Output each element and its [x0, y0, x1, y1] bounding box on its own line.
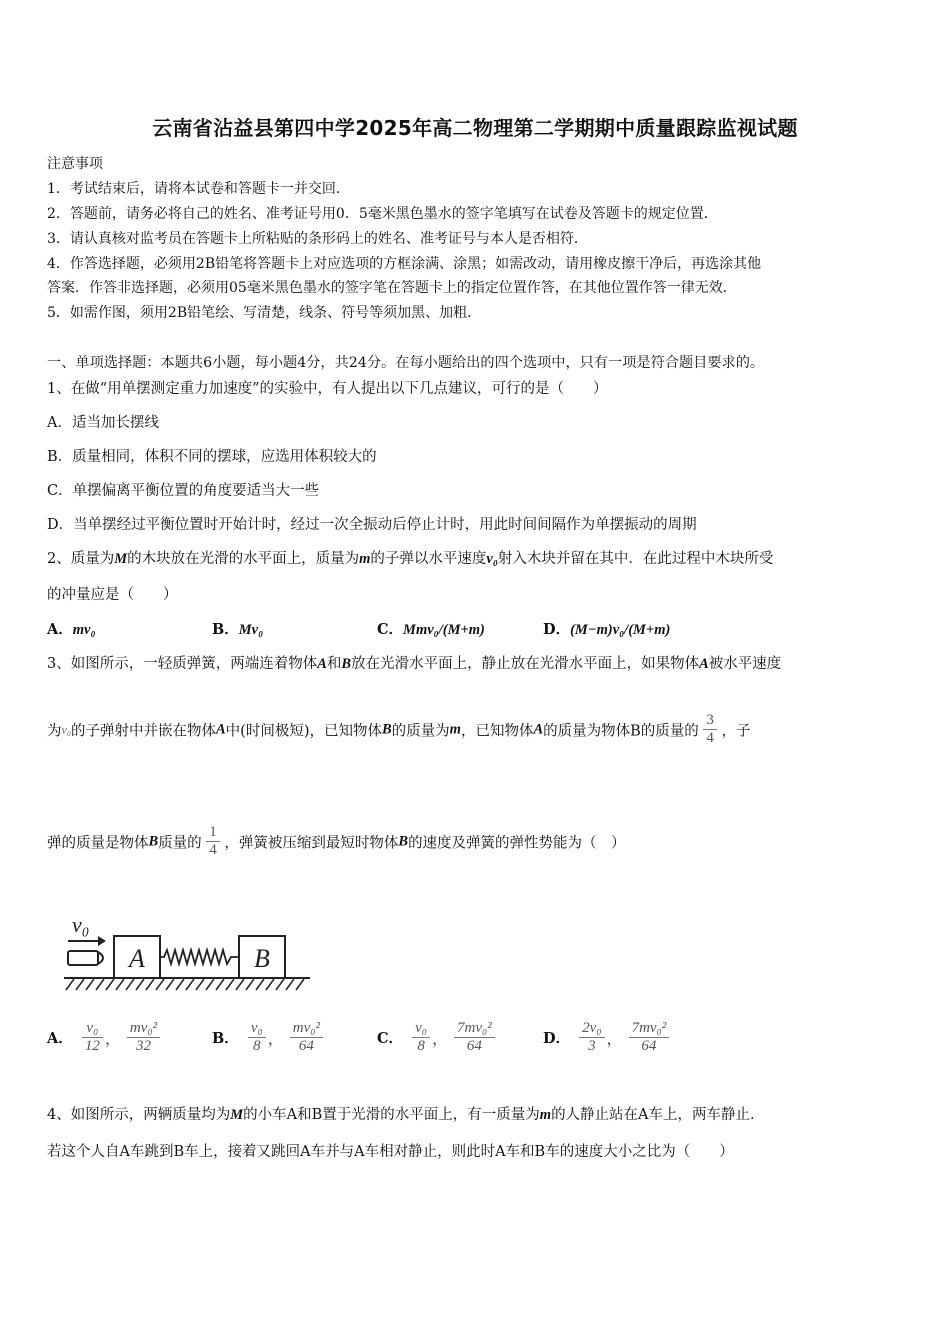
- question-1-stem: 1、在做“用单摆测定重力加速度”的实验中，有人提出以下几点建议，可行的是（ ）: [47, 381, 608, 397]
- notice-item: 4．作答选择题，必须用2B铅笔将答题卡上对应选项的方框涂满、涂黑；如需改动，请用橡皮擦干净后，再选涂其他: [47, 256, 762, 272]
- spring-blocks-figure: [60, 910, 315, 1000]
- question-3-option-d: D． $\frac{\text{2v₀}}{3}$ ， $\frac{\text{7mv₀²}}{64}$: [543, 1020, 669, 1056]
- question-1-option-c: C．单摆偏离平衡位置的角度要适当大一些: [47, 483, 320, 499]
- block-b-label: B: [254, 944, 270, 973]
- bullet: [68, 951, 98, 965]
- notice-item: 3．请认真核对监考员在答题卡上所粘贴的条形码上的姓名、准考证号与本人是否相符．: [47, 231, 588, 247]
- question-1-option-d: D．当单摆经过平衡位置时开始计时，经过一次全振动后停止计时，用此时间间隔作为单摆振动的周期: [47, 517, 697, 533]
- question-2-stem: 2、质量为M的木块放在光滑的水平面上，质量为m的子弹以水平速度v₀射入木块并留在其中．在此过程中木块所受: [47, 551, 774, 567]
- question-4-line1: 4、如图所示，两辆质量均为M的小车A和B置于光滑的水平面上，有一质量为m的人静止站在A车上，两车静止．: [47, 1107, 765, 1123]
- question-2-option-c: C．Mmv₀/(M+m): [377, 621, 485, 638]
- spring: [160, 950, 239, 964]
- arrow-head-icon: [98, 936, 106, 946]
- notice-item: 2．答题前，请务必将自己的姓名、准考证号用0．5毫米黑色墨水的签字笔填写在试卷及答题卡的规定位置．: [47, 206, 718, 222]
- question-2-stem-line2: 的冲量应是（ ）: [47, 587, 178, 603]
- question-3-line2: 为v₀的子弹射中并嵌在物体A中(时间极短)，已知物体B的质量为m，已知物体A的质量为物体B的质量的 $\frac{3}{4}$ ，子: [47, 712, 751, 747]
- question-2-option-b: B．Mv₀: [212, 621, 264, 638]
- question-4-line2: 若这个人自A车跳到B车上，接着又跳回A车并与A车相对静止，则此时A车和B车的速度大小之比为（ ）: [47, 1144, 734, 1160]
- question-2-option-d: D．(M−m)v₀/(M+m): [543, 621, 671, 638]
- question-1-option-b: B．质量相同，体积不同的摆球，应选用体积较大的: [47, 449, 377, 465]
- notice-item: 5．如需作图，须用2B铅笔绘、写清楚，线条、符号等须加黑、加粗．: [47, 305, 482, 321]
- notice-item: 答案．作答非选择题，必须用05毫米黑色墨水的签字笔在答题卡上的指定位置作答，在其他位置作答一律无效．: [47, 280, 737, 296]
- v0-label: v₀: [72, 912, 90, 937]
- notice-item: 1．考试结束后，请将本试卷和答题卡一并交回．: [47, 181, 350, 197]
- question-1-option-a: A．适当加长摆线: [47, 415, 159, 431]
- fraction-one-quarter: $\frac{1}{4}$: [206, 824, 220, 860]
- question-3-option-c: C． $\frac{\text{v₀}}{8}$ ， $\frac{\text{7mv₀²}}{64}$: [377, 1020, 495, 1056]
- question-3-line1: 3、如图所示，一轻质弹簧，两端连着物体A和B放在光滑水平面上，静止放在光滑水平面上，如果物体A被水平速度: [47, 656, 782, 672]
- notice-heading: 注意事项: [47, 156, 103, 172]
- question-3-option-a: A． $\frac{\text{v₀}}{12}$ ， $\frac{\text{mv₀²}}{32}$: [47, 1020, 160, 1056]
- question-3-option-b: B． $\frac{\text{v₀}}{8}$ ， $\frac{\text{mv₀²}}{64}$: [212, 1020, 323, 1056]
- question-2-option-a: A．mv₀: [47, 621, 96, 638]
- section-heading: 一、单项选择题：本题共6小题，每小题4分，共24分。在每小题给出的四个选项中，只有一项是符合题目要求的。: [47, 355, 765, 371]
- page-title: 云南省沾益县第四中学2025年高二物理第二学期期中质量跟踪监视试题: [152, 116, 798, 140]
- block-a-label: A: [129, 944, 145, 973]
- fraction-three-quarters: $\frac{3}{4}$: [703, 712, 717, 748]
- ground-hatching: [66, 979, 304, 990]
- question-3-line3: 弹的质量是物体B质量的 $\frac{1}{4}$ ，弹簧被压缩到最短时物体B的速度及弹簧的弹性势能为（ ）: [47, 824, 626, 859]
